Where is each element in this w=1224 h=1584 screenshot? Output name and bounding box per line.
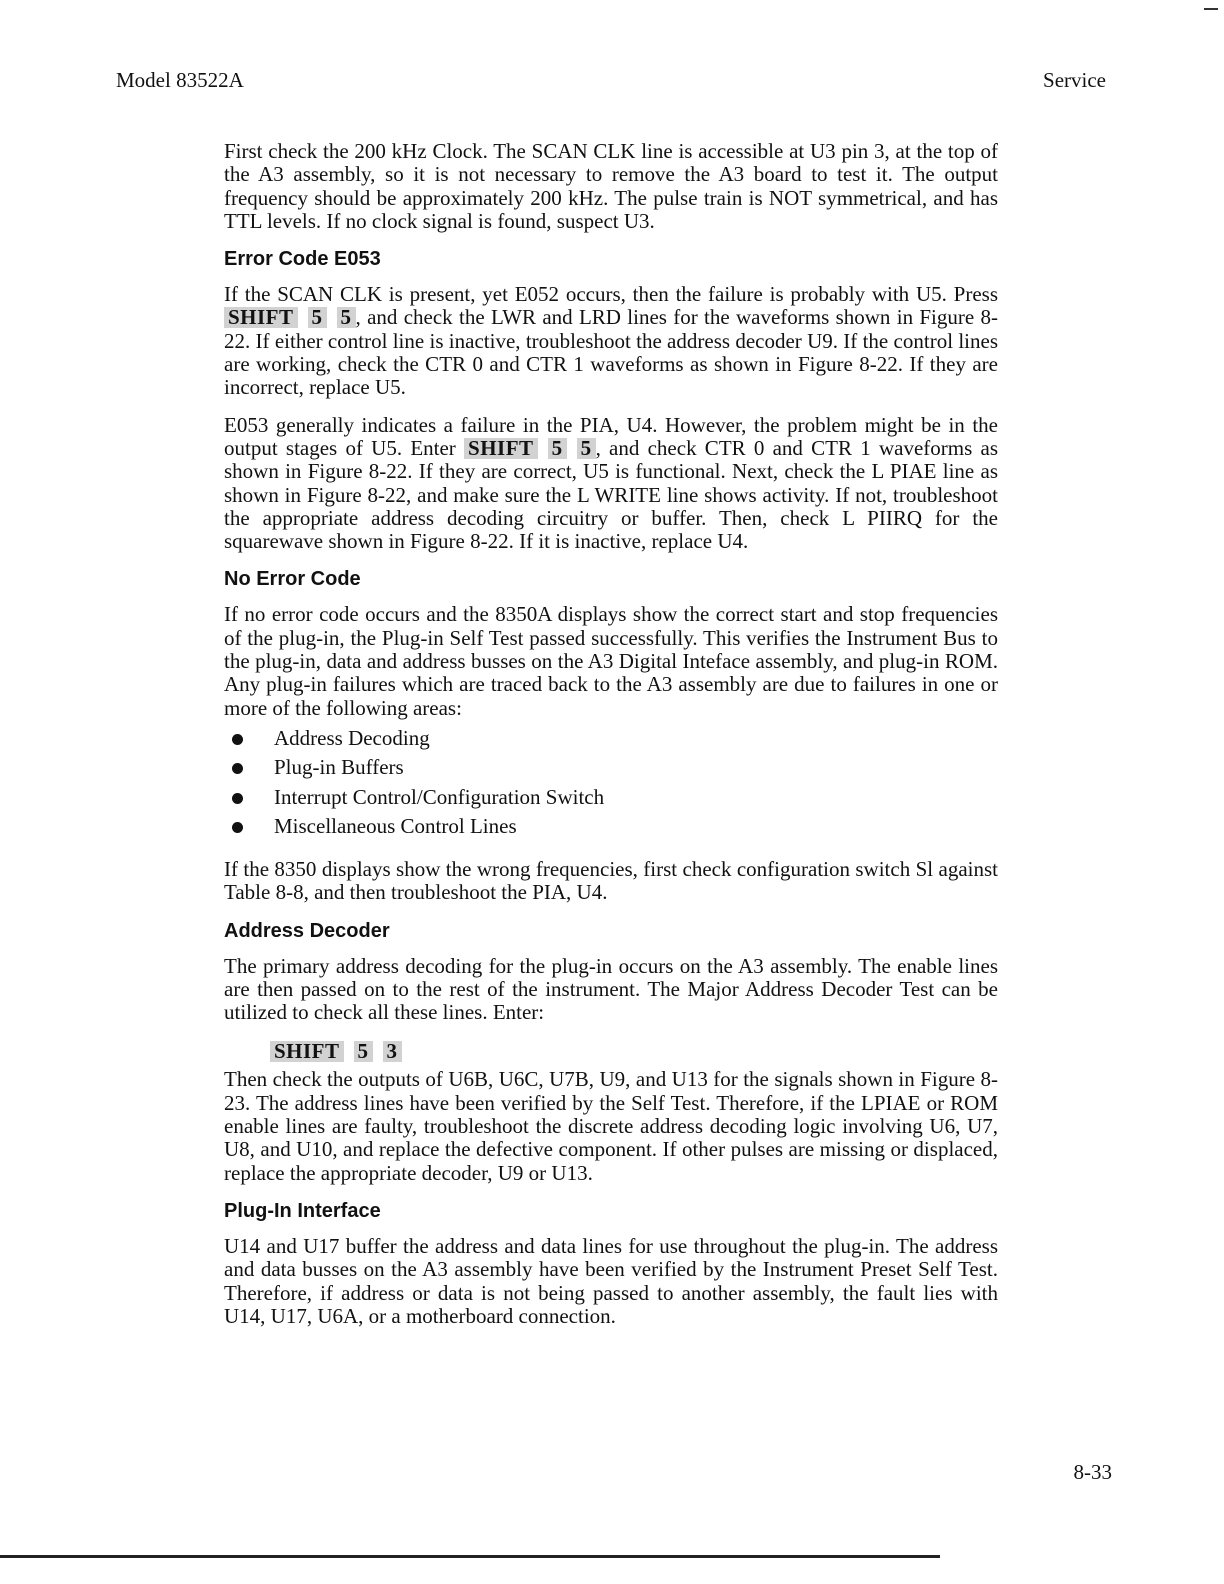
- text-run: , and check CTR 0 and CTR 1 waveforms as shown in Figure 8-22. If they are correct, U5 is functional. Next, check the L PIAE line as shown in Figure 8-22, and make sure the L WRITE line shows activity. If not, troubleshoot the appropriate address decoding circuitry or buffer. Then, check L PIIRQ for the squarewave shown in Figure 8-22. If it is inactive, replace U4.: [224, 435, 998, 554]
- bullet-icon: [232, 793, 243, 804]
- list-item-label: Plug-in Buffers: [274, 755, 404, 780]
- heading-no-error-code: No Error Code: [224, 568, 361, 591]
- heading-plug-in-interface: Plug-In Interface: [224, 1199, 381, 1222]
- header-model: Model 83522A: [116, 68, 244, 92]
- key-sequence: [270, 1038, 998, 1064]
- key-5: 5: [354, 1041, 373, 1062]
- paragraph-clock: First check the 200 kHz Clock. The SCAN CLK line is accessible at U3 pin 3, at the top of the A3 assembly, so it is not necessary to remove the A3 board to test it. The output frequency should be approximately 200 kHz. The pulse train is NOT symmetrical, and has TTL levels. If no clock signal is found, suspect U3.: [224, 139, 998, 233]
- page-content: [224, 140, 998, 1342]
- bullet-icon: [232, 763, 243, 774]
- paragraph-decoder-1: The primary address decoding for the plug-in occurs on the A3 assembly. The enable lines are then passed on to the rest of the instrument. The Major Address Decoder Test can be utilized to check all these lines. Enter:: [224, 953, 998, 1025]
- key-shift: SHIFT: [464, 438, 538, 459]
- corner-mark: [1204, 8, 1218, 10]
- list-item-label: Interrupt Control/Configuration Switch: [274, 784, 605, 809]
- page-number: 8-33: [1073, 1460, 1112, 1484]
- list-item: [224, 812, 998, 842]
- text-run: , and check the LWR and LRD lines for the waveforms shown in Figure 8-22. If either control line is inactive, troubleshoot the address decoder U9. If the control lines are working, check the CTR 0 and CTR 1 waveforms as shown in Figure 8-22. If they are incorrect, replace U5.: [224, 305, 998, 400]
- list-item-label: Address Decoding: [274, 725, 430, 750]
- list-item-label: Miscellaneous Control Lines: [274, 814, 517, 839]
- key-3: 3: [383, 1041, 402, 1062]
- bottom-rule: [0, 1555, 940, 1558]
- paragraph-wrong-frequencies: If the 8350 displays show the wrong frequencies, first check configuration switch Sl against Table 8-8, and then troubleshoot the PIA, U4.: [224, 856, 998, 905]
- paragraph-decoder-2: Then check the outputs of U6B, U6C, U7B, U9, and U13 for the signals shown in Figure 8-23. The address lines have been verified by the Self Test. Therefore, if the LPIAE or ROM enable lines are faulty, troubleshoot the discrete address decoding logic involving U6, U7, U8, and U10, and replace the defective component. If other pulses are missing or displaced, replace the appropriate decoder, U9 or U13.: [224, 1067, 998, 1185]
- bullet-list: [224, 724, 998, 842]
- list-item: [224, 783, 998, 813]
- heading-error-code-e053: Error Code E053: [224, 248, 381, 271]
- paragraph-no-error: If no error code occurs and the 8350A displays show the correct start and stop frequencies of the plug-in, the Plug-in Self Test passed successfully. This verifies the Instrument Bus to the plug-in, data and address busses on the A3 Digital Inteface assembly, and plug-in ROM. Any plug-in failures which are traced back to the A3 assembly are due to failures in one or more of the following areas:: [224, 602, 998, 720]
- bullet-icon: [232, 822, 243, 833]
- key-shift: SHIFT: [270, 1041, 344, 1062]
- paragraph-e053-1: [224, 283, 998, 399]
- text-run: E053 generally indicates a failure in the PIA, U4. However, the problem might be in the output stages of U5. Enter: [224, 412, 998, 460]
- list-item: [224, 753, 998, 783]
- list-item: [224, 724, 998, 754]
- bullet-icon: [232, 734, 243, 745]
- key-5: 5: [337, 307, 356, 328]
- text-run: If the SCAN CLK is present, yet E052 occurs, then the failure is probably with U5. Press: [224, 282, 998, 307]
- key-5: 5: [577, 438, 596, 459]
- paragraph-e053-2: [224, 414, 998, 554]
- heading-address-decoder: Address Decoder: [224, 919, 390, 942]
- key-5: 5: [308, 307, 327, 328]
- paragraph-interface: U14 and U17 buffer the address and data lines for use throughout the plug-in. The address and data busses on the A3 assembly have been verified by the Instrument Preset Self Test. Therefore, if address or data is not being passed to another assembly, the fault lies with U14, U17, U6A, or a motherboard connection.: [224, 1233, 998, 1328]
- key-shift: SHIFT: [224, 307, 298, 328]
- key-5: 5: [548, 438, 567, 459]
- header-section: Service: [1043, 68, 1106, 92]
